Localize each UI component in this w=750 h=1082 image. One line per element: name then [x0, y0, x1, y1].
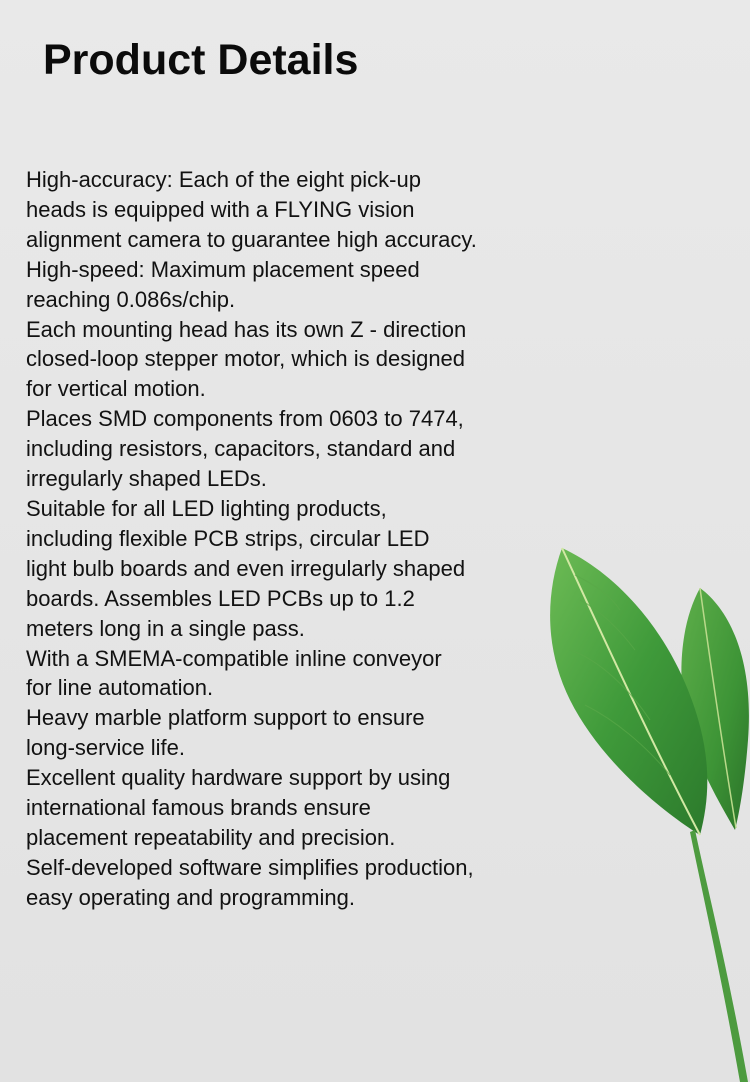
detail-item-hardware: Excellent quality hardware support by using international famous brands ensure placement repeatability and precision. [26, 765, 451, 850]
detail-item-motor: Each mounting head has its own Z - direction closed-loop stepper motor, which is designed for vertical motion. [26, 316, 467, 402]
green-leaves-image [540, 540, 750, 1082]
details-list [26, 165, 556, 913]
page-title: Product Details [43, 36, 359, 84]
detail-item-software: Self-developed software simplifies production, easy operating and programming. [26, 854, 474, 910]
detail-item-conveyor: With a SMEMA-compatible inline conveyor for line automation. [26, 645, 442, 701]
detail-item-components: Places SMD components from 0603 to 7474, including resistors, capacitors, standard and irregularly shaped LEDs. [26, 406, 464, 492]
detail-item-led-products: Suitable for all LED lighting products, including flexible PCB strips, circular LED light bulb boards and even irregularly shaped boards. Assembles LED PCBs up to 1.2 meters long in a single pass. [26, 495, 466, 641]
leaf-stem [690, 830, 748, 1082]
main-leaf [550, 548, 707, 835]
detail-item-platform: Heavy marble platform support to ensure long-service life. [26, 705, 425, 761]
detail-item-speed: High-speed: Maximum placement speed reaching 0.086s/chip. [26, 256, 420, 312]
detail-item-accuracy: High-accuracy: Each of the eight pick-up heads is equipped with a FLYING vision alignment camera to guarantee high accuracy. [26, 167, 477, 252]
